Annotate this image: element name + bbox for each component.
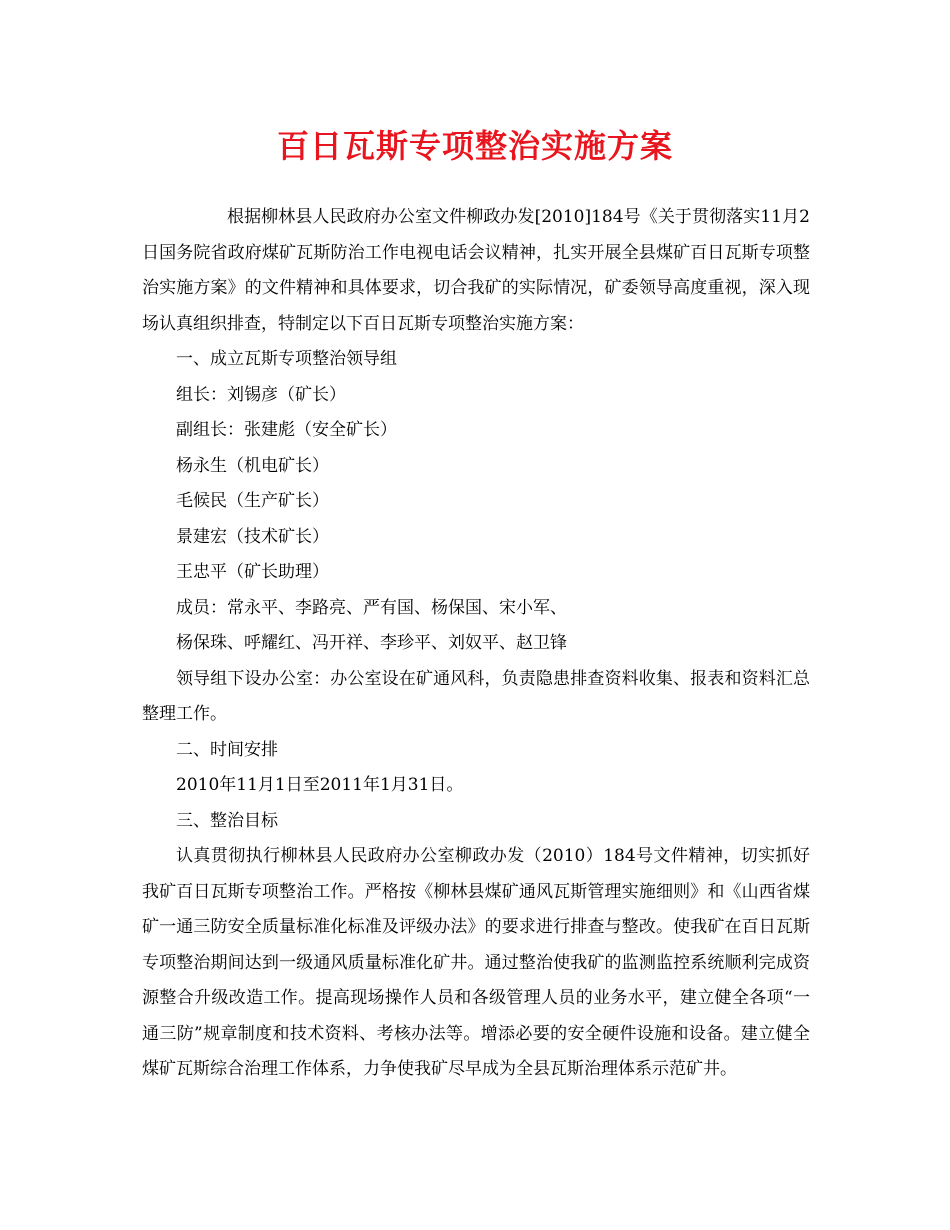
section-heading-leadership: 一、成立瓦斯专项整治领导组 (176, 349, 397, 369)
deputy-leader-2: 杨永生（机电矿长） (176, 455, 329, 476)
section-heading-goals: 三、整治目标 (176, 810, 278, 831)
deputy-leader-5: 王忠平（矿长助理） (176, 562, 329, 582)
document-body (142, 200, 810, 1088)
section-heading-schedule: 二、时间安排 (176, 739, 278, 760)
deputy-leader: 副组长：张建彪（安全矿长） (176, 420, 397, 440)
goals-paragraph: 认真贯彻执行柳林县人民政府办公室柳政办发（2010）184号文件精神，切实抓好我矿百日瓦斯专项整治工作。严格按《柳林县煤矿通风瓦斯管理实施细则》和《山西省煤矿一通三防安全质量标准化标准及评级办法》的要求进行排查与整改。使我矿在百日瓦斯专项整治期间达到一级通风质量标准化矿井。通过整治使我矿的监测监控系统顺利完成资源整合升级改造工作。提高现场操作人员和各级管理人员的业务水平，建立健全各项“一通三防”规章制度和技术资料、考核办法等。增添必要的安全硬件设施和设备。建立健全煤矿瓦斯综合治理工作体系，力争使我矿尽早成为全县瓦斯治理体系示范矿井。 (142, 846, 810, 1079)
members-line-2: 杨保珠、呼耀红、冯开祥、李珍平、刘奴平、赵卫锋 (176, 633, 567, 653)
deputy-leader-3: 毛候民（生产矿长） (176, 491, 329, 511)
members-line-1: 成员：常永平、李路亮、严有国、杨保国、宋小军、 (176, 597, 567, 618)
intro-paragraph: 根据柳林县人民政府办公室文件柳政办发[2010]184号《关于贯彻落实11月2日国务院省政府煤矿瓦斯防治工作电视电话会议精神，扎实开展全县煤矿百日瓦斯专项整治实施方案》的文件精神和具体要求，切合我矿的实际情况，矿委领导高度重视，深入现场认真组织排查，特制定以下百日瓦斯专项整治实施方案： (142, 207, 810, 334)
document-title: 百日瓦斯专项整治实施方案 (276, 127, 673, 165)
office-paragraph: 领导组下设办公室：办公室设在矿通风科，负责隐患排查资料收集、报表和资料汇总整理工作。 (142, 668, 810, 724)
team-leader: 组长：刘锡彦（矿长） (176, 384, 346, 405)
schedule-dates: 2010年11月1日至2011年1月31日。 (176, 775, 464, 795)
deputy-leader-4: 景建宏（技术矿长） (176, 526, 329, 547)
